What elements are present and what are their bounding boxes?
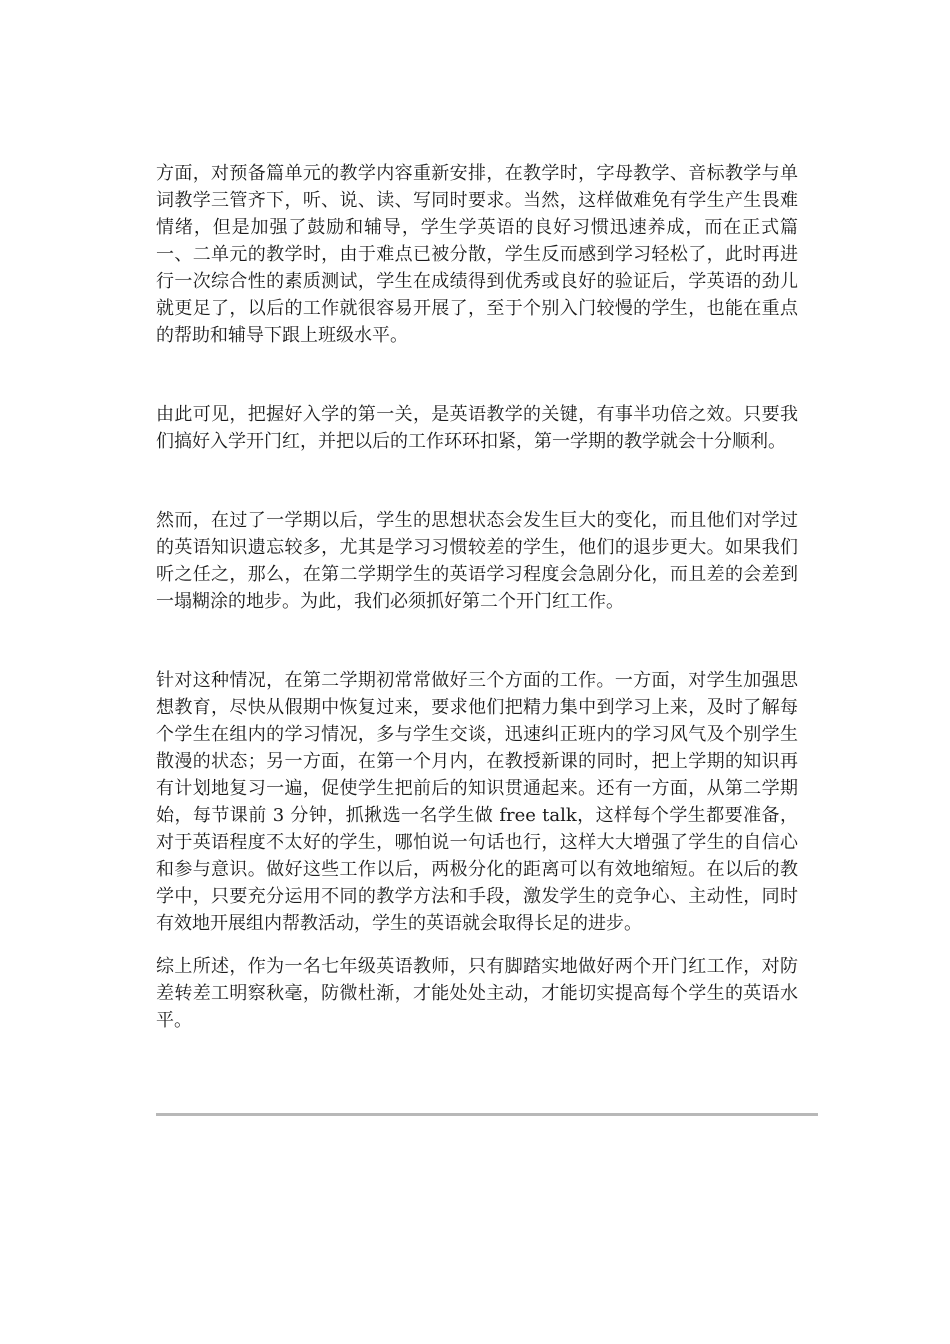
paragraph-spacer [156, 615, 798, 667]
paragraph-3: 然而，在过了一学期以后，学生的思想状态会发生巨大的变化，而且他们对学过的英语知识遗忘较多，尤其是学习习惯较差的学生，他们的退步更大。如果我们听之任之，那么，在第二学期学生的英语学习程度会急剧分化，而且差的会差到一塌糊涂的地步。为此，我们必须抓好第二个开门红工作。 [156, 510, 798, 612]
document-body [156, 160, 798, 1034]
paragraph-5: 综上所述，作为一名七年级英语教师，只有脚踏实地做好两个开门红工作，对防差转差工明察秋毫，防微杜渐，才能处处主动，才能切实提高每个学生的英语水平。 [156, 956, 798, 1031]
paragraph-2: 由此可见，把握好入学的第一关，是英语教学的关键，有事半功倍之效。只要我们搞好入学开门红，并把以后的工作环环扣紧，第一学期的教学就会十分顺利。 [156, 404, 798, 452]
paragraph-1: 方面，对预备篇单元的教学内容重新安排，在教学时，字母教学、音标教学与单词教学三管齐下，听、说、读、写同时要求。当然，这样做难免有学生产生畏难情绪，但是加强了鼓励和辅导，学生学英语的良好习惯迅速养成，而在正式篇一、二单元的教学时，由于难点已被分散，学生反而感到学习轻松了，此时再进行一次综合性的素质测试，学生在成绩得到优秀或良好的验证后，学英语的劲儿就更足了，以后的工作就很容易开展了，至于个别入门较慢的学生，也能在重点的帮助和辅导下跟上班级水平。 [156, 163, 798, 346]
paragraph-4: 针对这种情况，在第二学期初常常做好三个方面的工作。一方面，对学生加强思想教育，尽快从假期中恢复过来，要求他们把精力集中到学习上来，及时了解每个学生在组内的学习情况，多与学生交谈，迅速纠正班内的学习风气及个别学生散漫的状态；另一方面，在第一个月内，在教授新课的同时，把上学期的知识再有计划地复习一遍，促使学生把前后的知识贯通起来。还有一方面，从第二学期始，每节课前 3 分钟，抓揪选一名学生做 free talk，这样每个学生都要准备，对于英语程度不太好的学生，哪怕说一句话也行，这样大大增强了学生的自信心和参与意识。做好这些工作以后，两极分化的距离可以有效地缩短。在以后的教学中，只要充分运用不同的教学方法和手段，激发学生的竞争心、主动性，同时有效地开展组内帮教活动，学生的英语就会取得长足的进步。 [156, 670, 798, 934]
footer-divider [156, 1113, 818, 1116]
paragraph-spacer [156, 937, 798, 953]
paragraph-spacer [156, 455, 798, 507]
paragraph-spacer [156, 349, 798, 401]
